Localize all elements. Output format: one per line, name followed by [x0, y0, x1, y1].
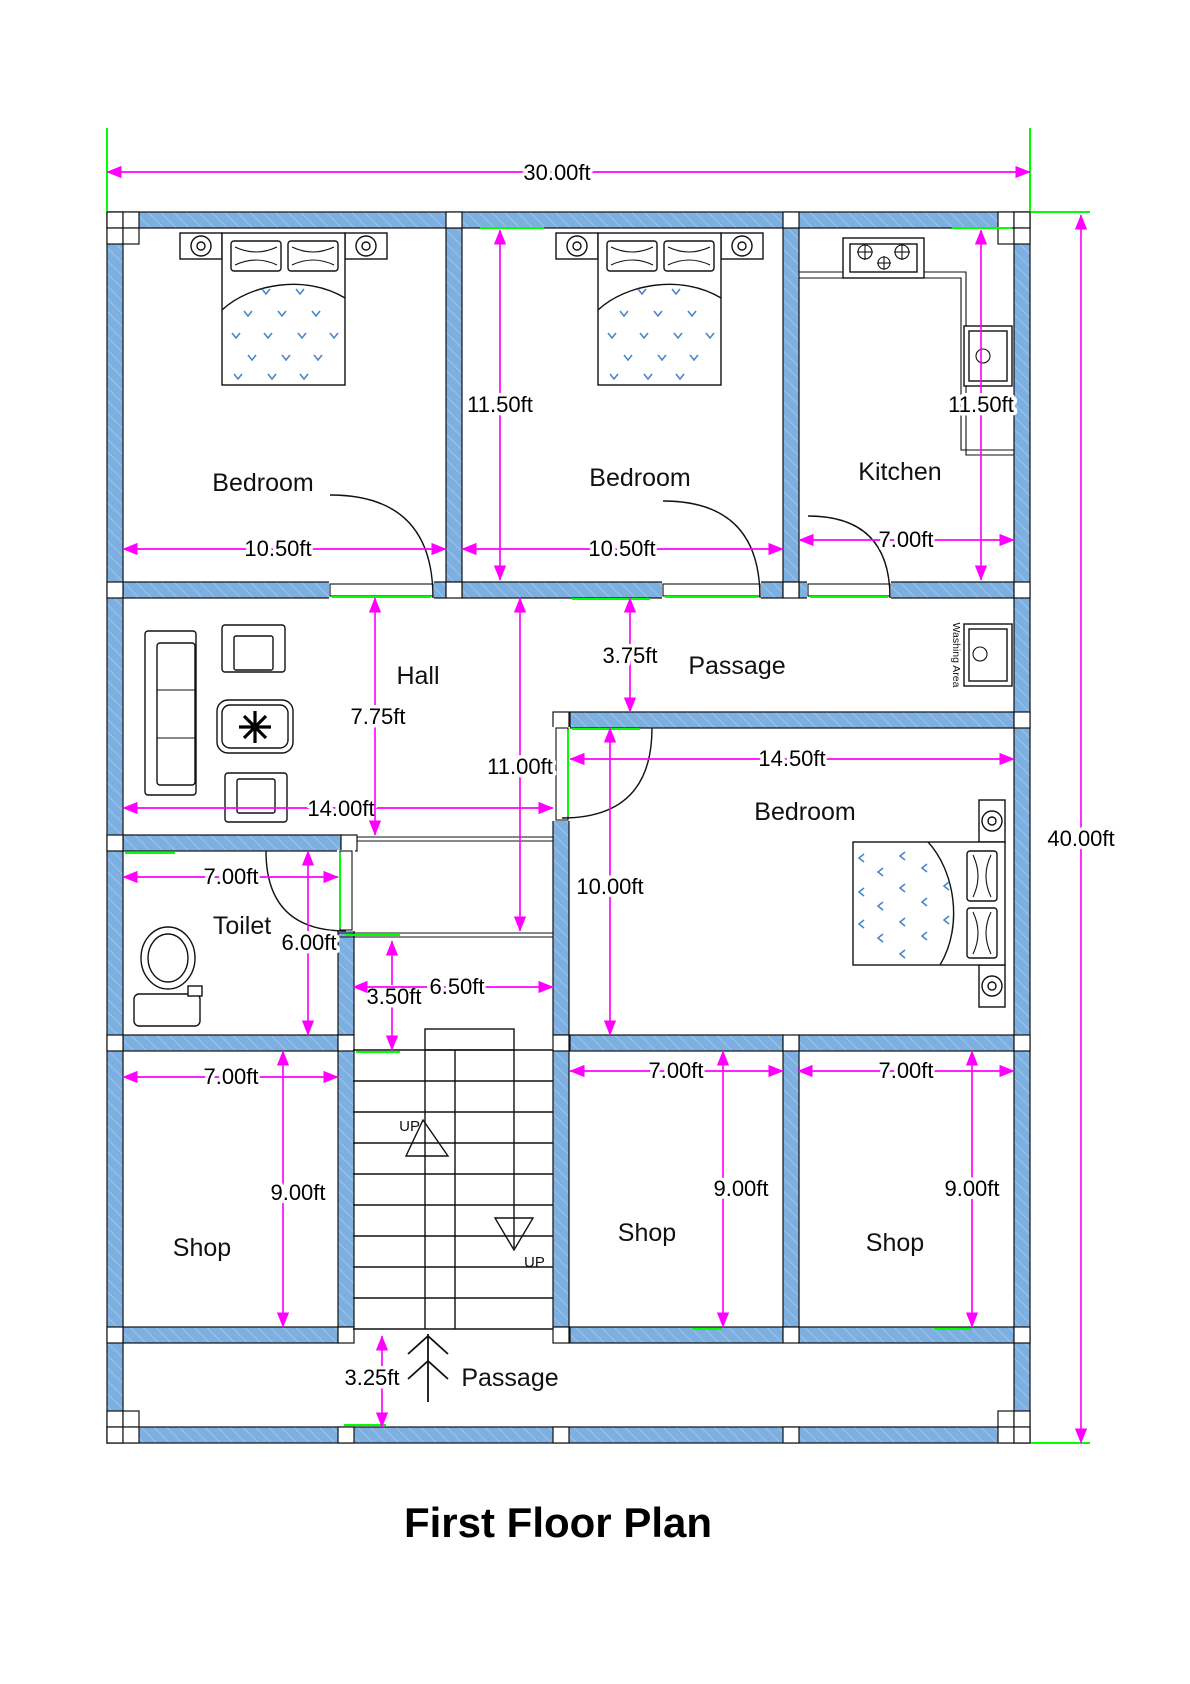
dim-shop3-width: [798, 1058, 1014, 1083]
svg-text:11.50ft: 11.50ft: [948, 392, 1014, 417]
room-label-hall: Hall: [396, 662, 440, 690]
svg-text:7.00ft: 7.00ft: [878, 1058, 934, 1083]
dim-shop2-height: [713, 1051, 768, 1327]
dim-kitchen-width: [799, 527, 1014, 552]
washing-machine-icon: [964, 624, 1012, 686]
door-bedroom-2: [662, 501, 761, 599]
svg-text:9.00ft: 9.00ft: [944, 1176, 1000, 1201]
dim-bottom-passage-height: [344, 1336, 399, 1427]
svg-text:9.00ft: 9.00ft: [270, 1180, 326, 1205]
coffee-table-plant-icon: [217, 700, 293, 753]
walls: [107, 212, 1030, 1443]
dim-passage-height: [602, 598, 657, 712]
entrance-arrow-icon: [408, 1334, 448, 1402]
washing-area-label: Washing Area: [950, 622, 962, 688]
armchair-icon: [225, 773, 287, 822]
stairs-down-label: UP: [524, 1254, 545, 1271]
svg-text:11.00ft: 11.00ft: [487, 754, 553, 779]
room-label-passage: Passage: [688, 652, 786, 680]
dim-shop1-height: [270, 1051, 325, 1327]
bed-icon: [853, 800, 1005, 1007]
svg-text:10.50ft: 10.50ft: [244, 536, 312, 561]
stairs-up-label: UP: [399, 1118, 420, 1135]
dim-bedroom2-height: [467, 230, 533, 580]
dim-stair-landing: [366, 941, 421, 1050]
stove-icon: [843, 238, 924, 278]
svg-text:9.00ft: 9.00ft: [713, 1176, 769, 1201]
svg-text:14.50ft: 14.50ft: [758, 746, 826, 771]
room-label-shop-2: Shop: [617, 1219, 677, 1247]
sink-icon: [964, 326, 1012, 386]
dim-bedroom3-height: [576, 728, 643, 1035]
svg-text:7.00ft: 7.00ft: [648, 1058, 704, 1083]
svg-text:3.25ft: 3.25ft: [344, 1365, 400, 1390]
svg-text:7.00ft: 7.00ft: [878, 527, 934, 552]
dim-hall-width: [123, 796, 553, 821]
dim-overall-height: [1047, 215, 1114, 1443]
dim-bedroom1-width: [123, 536, 446, 561]
room-label-shop-3: Shop: [865, 1229, 925, 1257]
svg-text:40.00ft: 40.00ft: [1047, 826, 1115, 851]
svg-text:6.50ft: 6.50ft: [429, 974, 485, 999]
svg-text:7.00ft: 7.00ft: [203, 864, 259, 889]
room-label-bedroom-3: Bedroom: [754, 798, 856, 826]
dim-shop1-width: [123, 1064, 338, 1089]
svg-text:14.00ft: 14.00ft: [307, 796, 375, 821]
svg-text:7.75ft: 7.75ft: [350, 704, 406, 729]
room-label-bedroom-1: Bedroom: [212, 469, 314, 497]
toilet-icon: [134, 927, 202, 1026]
landing-edges: [338, 837, 553, 937]
svg-text:11.50ft: 11.50ft: [467, 392, 533, 417]
bed-icon: [180, 233, 387, 385]
dim-toilet-width: [123, 864, 338, 889]
svg-text:10.50ft: 10.50ft: [588, 536, 656, 561]
svg-text:6.00ft: 6.00ft: [281, 930, 337, 955]
room-label-toilet: Toilet: [212, 912, 272, 940]
sofa-icon: [145, 631, 196, 795]
dim-kitchen-height: [948, 230, 1014, 580]
dim-bedroom3-width: [570, 746, 1014, 771]
room-label-shop-1: Shop: [172, 1234, 232, 1262]
dim-toilet-height: [281, 851, 336, 1035]
door-toilet: [266, 850, 355, 931]
svg-text:3.50ft: 3.50ft: [366, 984, 422, 1009]
armchair-icon: [222, 625, 285, 672]
dim-hall-to-stairs: [487, 598, 553, 931]
dim-overall-width: [107, 160, 1030, 185]
bed-icon: [556, 233, 763, 385]
svg-text:30.00ft: 30.00ft: [523, 160, 591, 185]
dim-bedroom2-width: [462, 536, 783, 561]
dim-shop3-height: [944, 1051, 999, 1327]
page-title: First Floor Plan: [403, 1499, 713, 1546]
door-bedroom-1: [329, 495, 434, 599]
svg-text:3.75ft: 3.75ft: [602, 643, 658, 668]
dim-shop2-width: [570, 1058, 783, 1083]
room-label-kitchen: Kitchen: [858, 458, 942, 486]
room-label-bottom-passage: Passage: [461, 1364, 559, 1392]
room-label-bedroom-2: Bedroom: [589, 464, 691, 492]
svg-text:7.00ft: 7.00ft: [203, 1064, 259, 1089]
svg-text:10.00ft: 10.00ft: [576, 874, 644, 899]
staircase: [353, 1029, 553, 1402]
